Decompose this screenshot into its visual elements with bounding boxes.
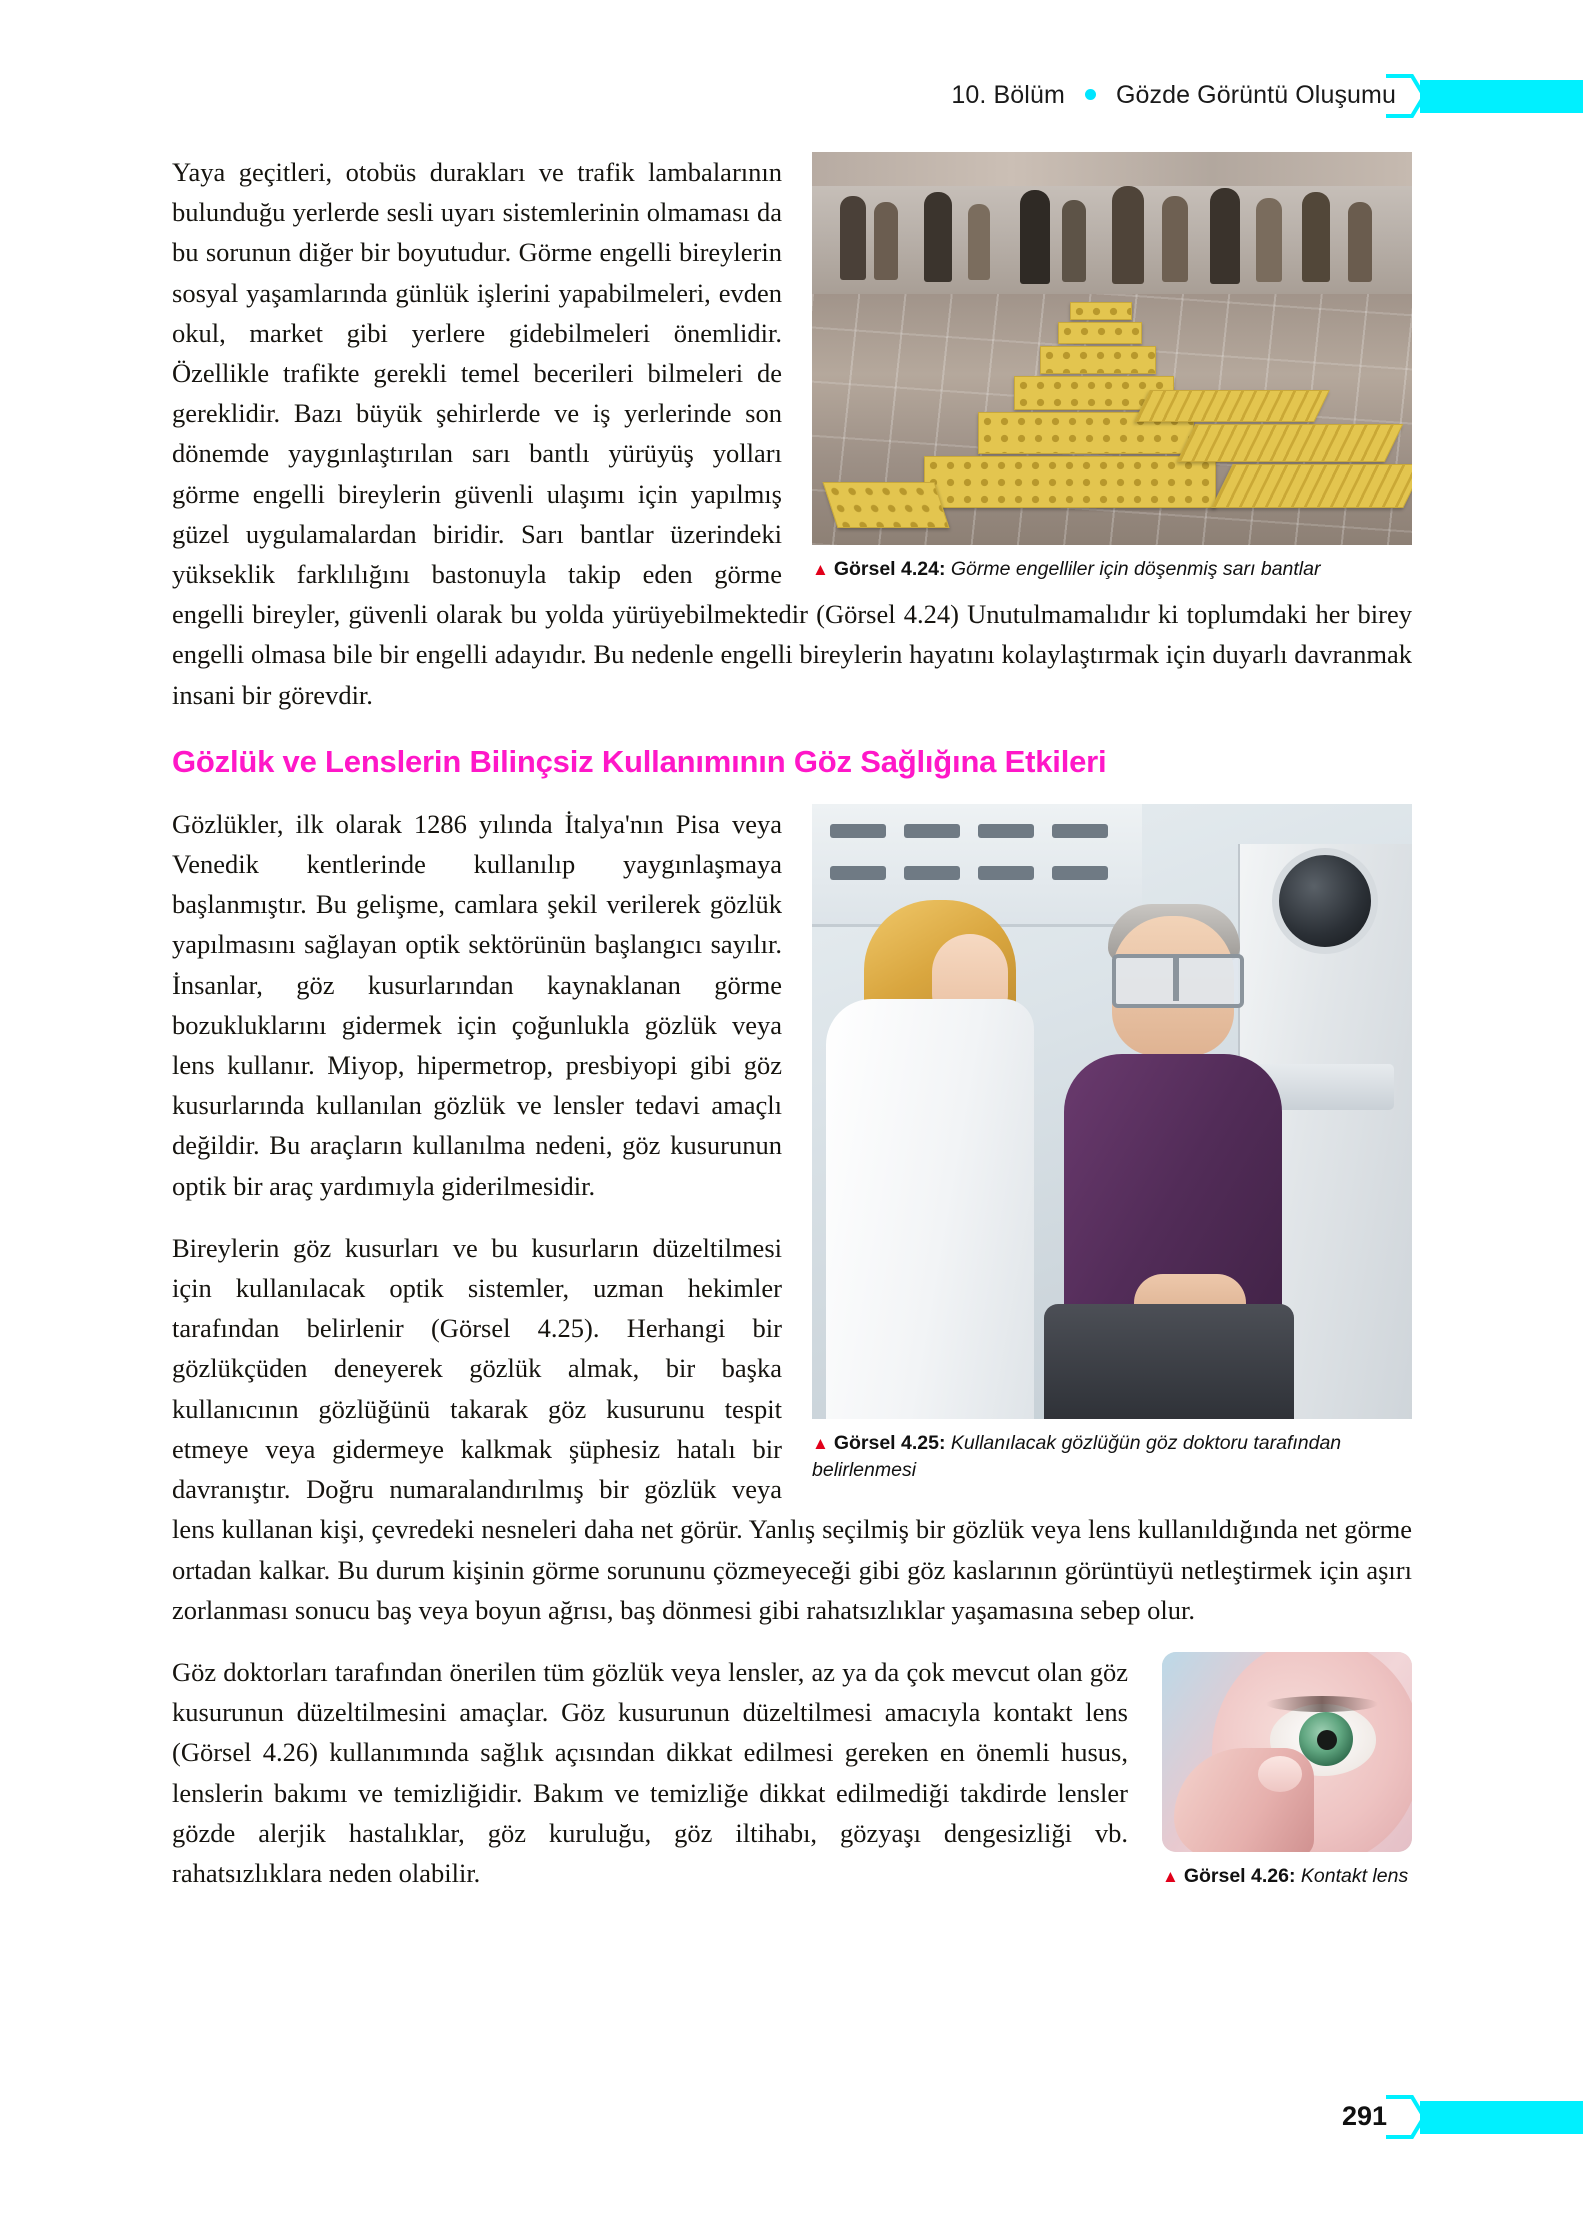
image-tactile-paving	[812, 152, 1412, 545]
paragraph-1: Yaya geçitleri, otobüs durakları ve trafik lambalarının bulunduğu yerlerde sesli uyarı sistemlerinin olmaması da bu sorunun diğer bir boyutudur. Görme engelli bireylerin sosyal yaşamlarında günlük işlerini yapabilmeleri, evden okul, market gibi yerlere gidebilmeleri önemlidir. Özellikle trafikte gerekli temel becerileri bilmeleri de gereklidir. Bazı büyük şehirlerde ve iş yerlerinde son dönemde yaygınlaştırılan sarı bantlı yürüyüş yolları görme engelli bireylerin güvenli ulaşımı için yapılmış güzel uygulamalardan biridir. Sarı bantlar üzerindeki yükseklik farklılığını bastonuyla takip eden görme engelli bireyler, güvenli olarak bu yolda yürüyebilmektedir (Görsel 4.24) Unutulmamalıdır ki toplumdaki her birey engelli olmasa bile bir engelli adayıdır. Bu nedenle engelli bireylerin hayatını kolaylaştırmak için duyarlı davranmak insani bir görevdir.	[172, 157, 1412, 710]
header-accent-bar	[1420, 80, 1583, 113]
paragraph-3: Bireylerin göz kusurları ve bu kusurların düzeltilmesi için kullanılacak optik sistemler, uzman hekimler tarafından belirlenir (Görsel 4.25). Herhangi bir gözlükçüden deneyerek gözlük almak, bir başka kullanıcının gözlüğünü takarak göz kusurunu tespit etmeye veya gidermeye kalkmak şüphesiz hatalı bir davranıştır. Doğru numaralandırılmış bir gözlük veya lens kullanan kişi, çevredeki nesneleri daha net görür. Yanlış seçilmiş bir gözlük veya lens kullanıldığında net görme ortadan kalkar. Bu durum kişinin görme sorununu çözmeyeceği gibi göz kaslarının görüntüyü netleştirmek için aşırı zorlanması sonucu baş veya boyun ağrısı, baş dönmesi gibi rahatsızlıklar yaşamasına sebep olur.	[172, 1232, 1412, 1625]
page-footer	[0, 2092, 1583, 2140]
figure-caption-gorsel-4-24	[812, 556, 1412, 583]
figure-gorsel-4-26	[1162, 1652, 1412, 1890]
paragraph-4: Göz doktorları tarafından önerilen tüm gözlük veya lensler, az ya da çok mevcut olan göz kusurunun düzeltilmesini amaçlar. Göz kusurunun düzeltilmesi amacıyla kontakt lens (Görsel 4.26) kullanımında sağlık açısından dikkat edilmesi gereken en önemli husus, lenslerin bakımı ve temizliğidir. Bakım ve temizliğe dikkat edilmediği takdirde lensler gözde alerjik hastalıklar, göz kuruluğu, göz iltihabı, gözyaşı dengesizliği vb. rahatsızlıklara neden olabilir.	[172, 1656, 1128, 1888]
figure-label: Görsel 4.24:	[833, 558, 946, 580]
page-header	[0, 72, 1583, 118]
header-running-title	[951, 72, 1396, 118]
footer-accent-bar	[1420, 2101, 1583, 2134]
figure-gorsel-4-24	[812, 152, 1412, 583]
paragraph-2: Gözlükler, ilk olarak 1286 yılında İtalya'nın Pisa veya Venedik kentlerinde kullanılıp yaygınlaşmaya başlanmıştır. Bu gelişme, camlara şekil verilerek gözlük yapılmasını sağlayan optik sektörünün başlangıcı sayılır. İnsanlar, göz kusurlarından kaynaklanan görme bozukluklarını gidermek için çoğunlukla gözlük veya lens kullanır. Miyop, hipermetrop, presbiyopi gibi göz kusurlarında kullanılan gözlük ve lensler tedavi amaçlı değildir. Bu araçların kullanılma nedeni, göz kusurunun optik bir araç yardımıyla giderilmesidir.	[172, 808, 782, 1201]
figure-caption-gorsel-4-25	[812, 1430, 1382, 1484]
page-number: 291	[1341, 2101, 1387, 2131]
bullet-dot-icon	[1085, 89, 1096, 100]
figure-description: Görme engelliler için döşenmiş sarı bantlar	[950, 558, 1321, 580]
section-heading: Gözlük ve Lenslerin Bilinçsiz Kullanımının Göz Sağlığına Etkileri	[172, 743, 1107, 779]
figure-label: Görsel 4.26:	[1183, 1864, 1296, 1887]
figure-caption-gorsel-4-26	[1162, 1863, 1412, 1890]
header-chapter-label: 10. Bölüm	[951, 81, 1065, 109]
triangle-marker-icon: ▲	[812, 1433, 829, 1453]
image-contact-lens	[1162, 1652, 1412, 1852]
triangle-marker-icon: ▲	[1162, 1866, 1179, 1886]
triangle-marker-icon: ▲	[812, 560, 829, 579]
page-content	[172, 152, 1412, 1900]
figure-description: Kullanılacak gözlüğün göz doktoru tarafından belirlenmesi	[812, 1431, 1342, 1481]
figure-gorsel-4-25	[812, 804, 1412, 1484]
figure-label: Görsel 4.25:	[833, 1431, 946, 1454]
figure-description: Kontakt lens	[1300, 1864, 1409, 1887]
image-eye-examination	[812, 804, 1412, 1419]
header-section-title: Gözde Görüntü Oluşumu	[1115, 81, 1396, 109]
